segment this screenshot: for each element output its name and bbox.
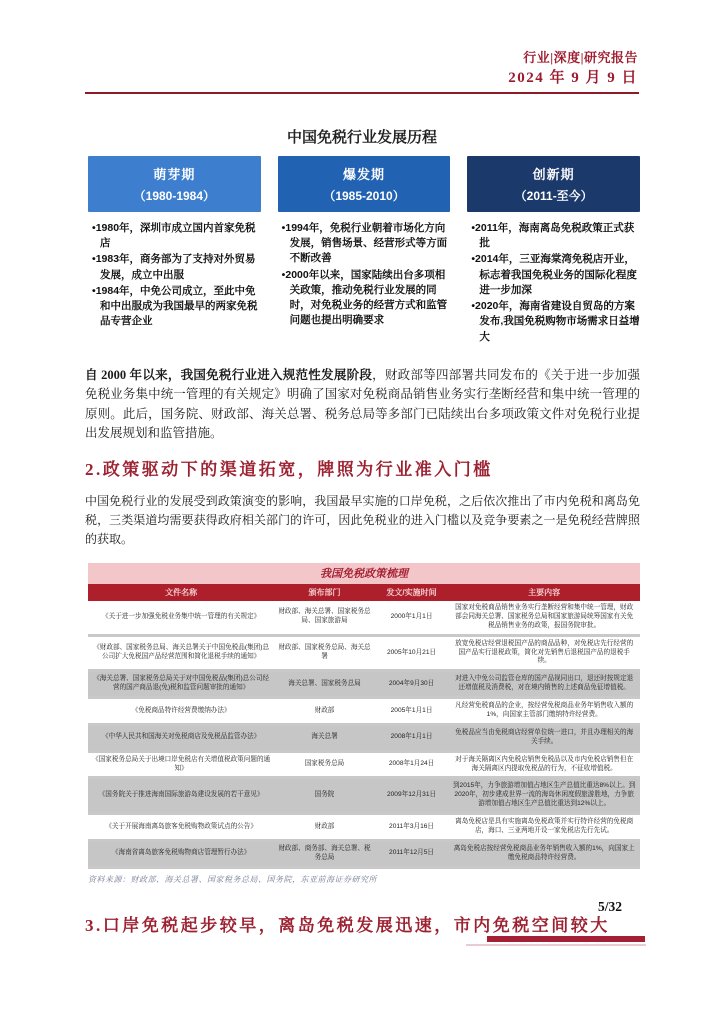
stage-years: （2011-至今） (514, 189, 593, 203)
table-header-row (88, 584, 640, 601)
cell-department: 财政部、商务部、海关总署、税务总局 (278, 844, 371, 861)
cell-department: 财政部 (314, 822, 335, 830)
cell-date: 2005年1月1日 (390, 706, 433, 714)
footer-bar (487, 936, 645, 942)
section-2-heading: 2.政策驱动下的渠道拓宽，牌照为行业准入门槛 (85, 460, 493, 479)
cell-doc-name: 《中华人民共和国海关对免税商店及免税品监管办法》 (102, 733, 261, 741)
cell-doc-name: 《国务院关于推进海南国际旅游岛建设发展的若干意见》 (98, 791, 264, 799)
stage-box (467, 156, 640, 212)
cell-date: 2008年1月1日 (390, 733, 433, 741)
cell-content: 放宽免税店经营退税国产品的商品品种，对免税店先行经营的国产品实行退税政策，简化对先销售后退税国产品的退税手续。 (455, 639, 634, 665)
stage-bullet-list (467, 221, 640, 345)
header-rule (85, 92, 639, 94)
table-row (88, 698, 640, 725)
report-type-label: 行业|深度|研究报告 (523, 50, 638, 65)
stage-bullet: • 1980年，深圳市成立国内首家免税店 (92, 221, 261, 251)
stage-column-innovation (467, 156, 640, 346)
cell-department: 海关总署、国家税务总局 (288, 679, 361, 687)
report-date: 2024 年 9 月 9 日 (508, 70, 638, 86)
stage-name: 萌芽期 (153, 167, 196, 182)
table-source: 资料来源：财政部、海关总署、国家税务总局、国务院，东亚前海证券研究所 (88, 874, 377, 884)
intro-paragraph-rest: ，财政部等四部署共同发布的《关于进一步加强免税业务集中统一管理的有关规定》明确了国家对免税商品销售业务实行垄断经营和集中统一管理的原则。此后，国务院、财政部、海关总署、税务总局等多部门已陆续出台多项政策文件对免税行业提出发展规划和监管措施。 (85, 368, 640, 441)
stage-bullet: • 1994年，免税行业朝着市场化方向发展，销售场景、经营形式等方面不断改善 (282, 221, 451, 267)
cell-department: 国家税务总局 (304, 760, 345, 768)
cell-doc-name: 《财政部、国家税务总局、海关总署关于中国免税品(集团)总公司扩大免税国产品经营范围和简化退税手续的通知》 (93, 644, 270, 660)
intro-paragraph (85, 366, 640, 444)
cell-date: 2011年3月16日 (389, 822, 435, 830)
stage-bullet-list (278, 221, 451, 329)
stage-name: 爆发期 (343, 167, 386, 182)
cell-content: 国家对免税商品销售业务实行垄断经营和集中统一管理，财政部会同海关总署、国家税务总局和国家旅游局统筹国家有关免税品销售业务的政策，报国务院审批。 (455, 604, 634, 629)
section-2-paragraph: 中国免税行业的发展受到政策演变的影响，我国最早实施的口岸免税，之后依次推出了市内免税和离岛免税，三类渠道均需要获得政府相关部门的许可，因此免税业的进入门槛以及竞争要素之一是免税经营牌照的获取。 (85, 494, 640, 547)
intro-paragraph-lead: 自 2000 年以来，我国免税行业进入规范性发展阶段 (85, 368, 373, 382)
cell-department: 财政部、国家税务总局、海关总署 (278, 644, 371, 660)
table-row (88, 814, 640, 841)
stage-column-germination (88, 156, 261, 346)
cell-content: 离岛免税店是具有实施离岛免税政策并实行特许经营的免税商店，海口、三亚两地开设一家免税店先行先试。 (455, 818, 634, 835)
table-row (88, 840, 640, 867)
table-row (88, 778, 640, 814)
stage-years: （1985-2010） (323, 189, 405, 203)
cell-content: 离岛免税店按经营免税商品业务年销售收入额的1%，向国家上缴免税商品特许经营费。 (453, 844, 635, 861)
cell-doc-name: 《海南省离岛旅客免税购物商店管理暂行办法》 (111, 849, 251, 857)
cell-date: 2005年10月21日 (386, 648, 437, 656)
stage-bullet: • 2014年，三亚海棠湾免税店开业，标志着我国免税业务的国际化程度进一步加深 (471, 252, 640, 298)
footer-line (466, 944, 646, 946)
stage-name: 创新期 (532, 167, 575, 182)
policy-table (88, 584, 640, 869)
table-row (88, 635, 640, 671)
stage-box (88, 156, 261, 212)
cell-department: 国务院 (314, 791, 335, 799)
policy-table-block (85, 563, 640, 936)
cell-doc-name: 《关于进一步加强免税业务集中统一管理的有关规定》 (102, 612, 261, 620)
cell-department: 海关总署 (311, 733, 338, 741)
cell-department: 财政部、海关总署、国家税务总局、国家旅游局 (278, 608, 371, 625)
table-header-cell: 主要内容 (448, 584, 640, 601)
cell-content: 对于海关隔离区内免税店销售免税品以及市内免税店销售但在海关隔离区内提取免税品的行为，不征收增值税。 (455, 755, 634, 772)
cell-department: 财政部 (314, 706, 335, 714)
table-row (88, 601, 640, 635)
cell-date: 2009年12月31日 (386, 791, 437, 799)
figure-development-history (88, 156, 640, 346)
stage-bullet: • 1983年，商务部为了支持对外贸易发展，成立中出服 (92, 252, 261, 282)
cell-doc-name: 《关于开展海南离岛旅客免税购物政策试点的公告》 (105, 822, 257, 830)
table-row (88, 751, 640, 778)
stage-box (278, 156, 451, 212)
table-header-cell: 发文/实施时间 (375, 584, 449, 601)
cell-content: 凡经营免税商品的企业，按经营免税商品业务年销售收入额的1%，向国家主管部门缴纳特许经营费。 (455, 702, 634, 719)
cell-doc-name: 《海关总署、国家税务总局关于对中国免税品(集团)总公司经营的国产商品退(免)税和监管问题审批的通知》 (93, 675, 270, 692)
table-row (88, 671, 640, 698)
cell-doc-name: 《免税商品特许经营费缴纳办法》 (131, 706, 231, 714)
table-header-cell: 颁布部门 (274, 584, 374, 601)
cell-content: 到2015年，力争旅游增加值占地区生产总值比重达8%以上。到2020年，初步建成世界一流的海岛休闲度假旅游胜地，力争旅游增加值占地区生产总值比重达到12%以上。 (452, 782, 636, 808)
stage-bullet: • 2000年以来，国家陆续出台多项相关政策，推动免税行业发展的同时，对免税业务的经营方式和监管问题也提出明确要求 (282, 268, 451, 329)
table-header-cell: 文件名称 (88, 584, 274, 601)
stage-bullet: • 2011年，海南离岛免税政策正式获批 (471, 221, 640, 251)
stage-years: （1980-1984） (133, 189, 216, 203)
stage-column-explosion (278, 156, 451, 346)
cell-content: 免税品应当由免税商店经营单位统一进口，并且办理相关的海关手续。 (455, 728, 634, 745)
figure-title: 中国免税行业发展历程 (286, 129, 437, 146)
cell-content: 对进入中免公司监管仓库的国产品视同出口，退还时按规定退还增值税及消费税，对在境内销售的上述商品免征增值税。 (455, 675, 634, 692)
cell-date: 2004年9月30日 (388, 679, 435, 687)
cell-date: 2008年1月24日 (388, 760, 435, 768)
stage-bullet-list (88, 221, 261, 330)
section-3-heading: 3.口岸免税起步较早，离岛免税发展迅速，市内免税空间较大 (85, 915, 610, 935)
table-row (88, 724, 640, 751)
cell-date: 2011年12月5日 (389, 849, 435, 857)
table-title: 我国免税政策梳理 (88, 563, 640, 584)
stage-bullet: • 1984年，中免公司成立，至此中免和中出服成为我国最早的两家免税品专营企业 (92, 284, 261, 330)
cell-date: 2000年1月1日 (390, 612, 433, 620)
page-number: 5/32 (597, 899, 622, 914)
stage-bullet: • 2020年，海南省建设自贸岛的方案发布,我国免税购物市场需求日益增大 (471, 299, 640, 345)
cell-doc-name: 《国家税务总局关于出境口岸免税店有关增值税政策问题的通知》 (92, 755, 271, 772)
